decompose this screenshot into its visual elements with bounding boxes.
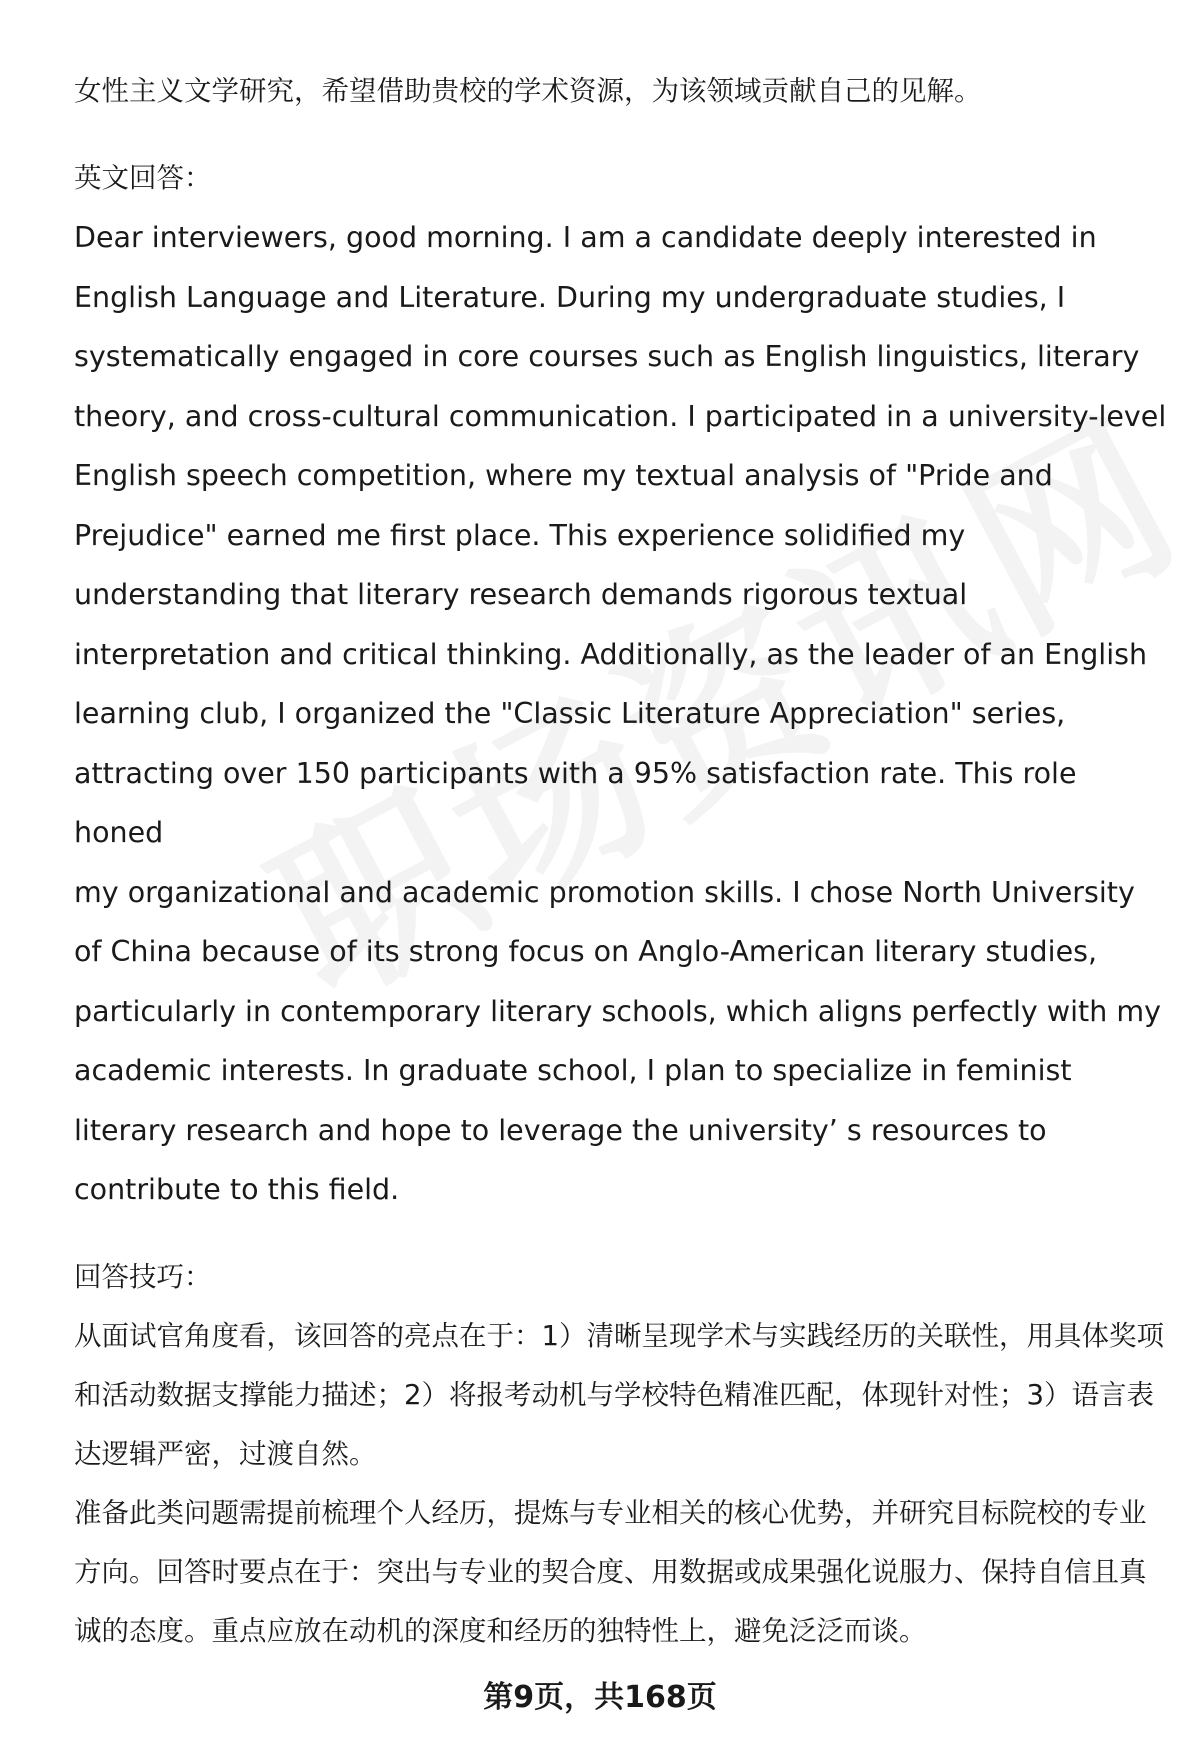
english-answer-line: contribute to this field.: [74, 1173, 400, 1206]
english-answer-line: English speech competition, where my textual analysis of "Pride and: [74, 459, 1053, 492]
english-answer-heading: 英文回答：: [74, 162, 212, 194]
english-answer-line: interpretation and critical thinking. Additionally, as the leader of an English: [74, 637, 1148, 671]
continued-paragraph: 女性主义文学研究，希望借助贵校的学术资源，为该领域贡献自己的见解。: [74, 75, 982, 107]
tips-heading: 回答技巧：: [74, 1260, 212, 1293]
english-answer-line: my organizational and academic promotion skills. I chose North University: [74, 875, 1135, 909]
english-answer-body: [74, 208, 1167, 1220]
english-answer-line: academic interests. In graduate school, I plan to specialize in feminist: [74, 1054, 1072, 1087]
english-answer-line: understanding that literary research demands rigorous textual: [74, 578, 968, 611]
page-content: [74, 62, 1167, 1661]
english-answer-line: attracting over 150 participants with a 95% satisfaction rate. This role honed: [74, 756, 1077, 849]
tips-paragraph: 从面试官角度看，该回答的亮点在于：1）清晰呈现学术与实践经历的关联性，用具体奖项和活动数据支撑能力描述；2）将报考动机与学校特色精准匹配，体现针对性；3）语言表达逻辑严密，过渡自然。: [74, 1319, 1164, 1470]
english-answer-line: theory, and cross-cultural communication. I participated in a university-level: [74, 399, 1167, 433]
english-answer-line: Dear interviewers, good morning. I am a candidate deeply interested in: [74, 221, 1097, 254]
english-answer-line: Prejudice" earned me first place. This experience solidified my: [74, 518, 966, 552]
english-answer-line: particularly in contemporary literary schools, which aligns perfectly with my: [74, 994, 1161, 1028]
english-answer-line: of China because of its strong focus on Anglo-American literary studies,: [74, 935, 1098, 968]
english-answer-line: English Language and Literature. During my undergraduate studies, I: [74, 280, 1066, 314]
tips-paragraph: 准备此类问题需提前梳理个人经历，提炼与专业相关的核心优势，并研究目标院校的专业方向。回答时要点在于：突出与专业的契合度、用数据或成果强化说服力、保持自信且真诚的态度。重点应放在动机的深度和经历的独特性上，避免泛泛而谈。: [74, 1496, 1147, 1647]
page-number: 第9页，共168页: [483, 1680, 717, 1715]
english-answer-line: learning club, I organized the "Classic Literature Appreciation" series,: [74, 697, 1066, 730]
english-answer-line: literary research and hope to leverage the university’ s resources to: [74, 1113, 1047, 1147]
english-answer-line: systematically engaged in core courses such as English linguistics, literary: [74, 340, 1140, 373]
